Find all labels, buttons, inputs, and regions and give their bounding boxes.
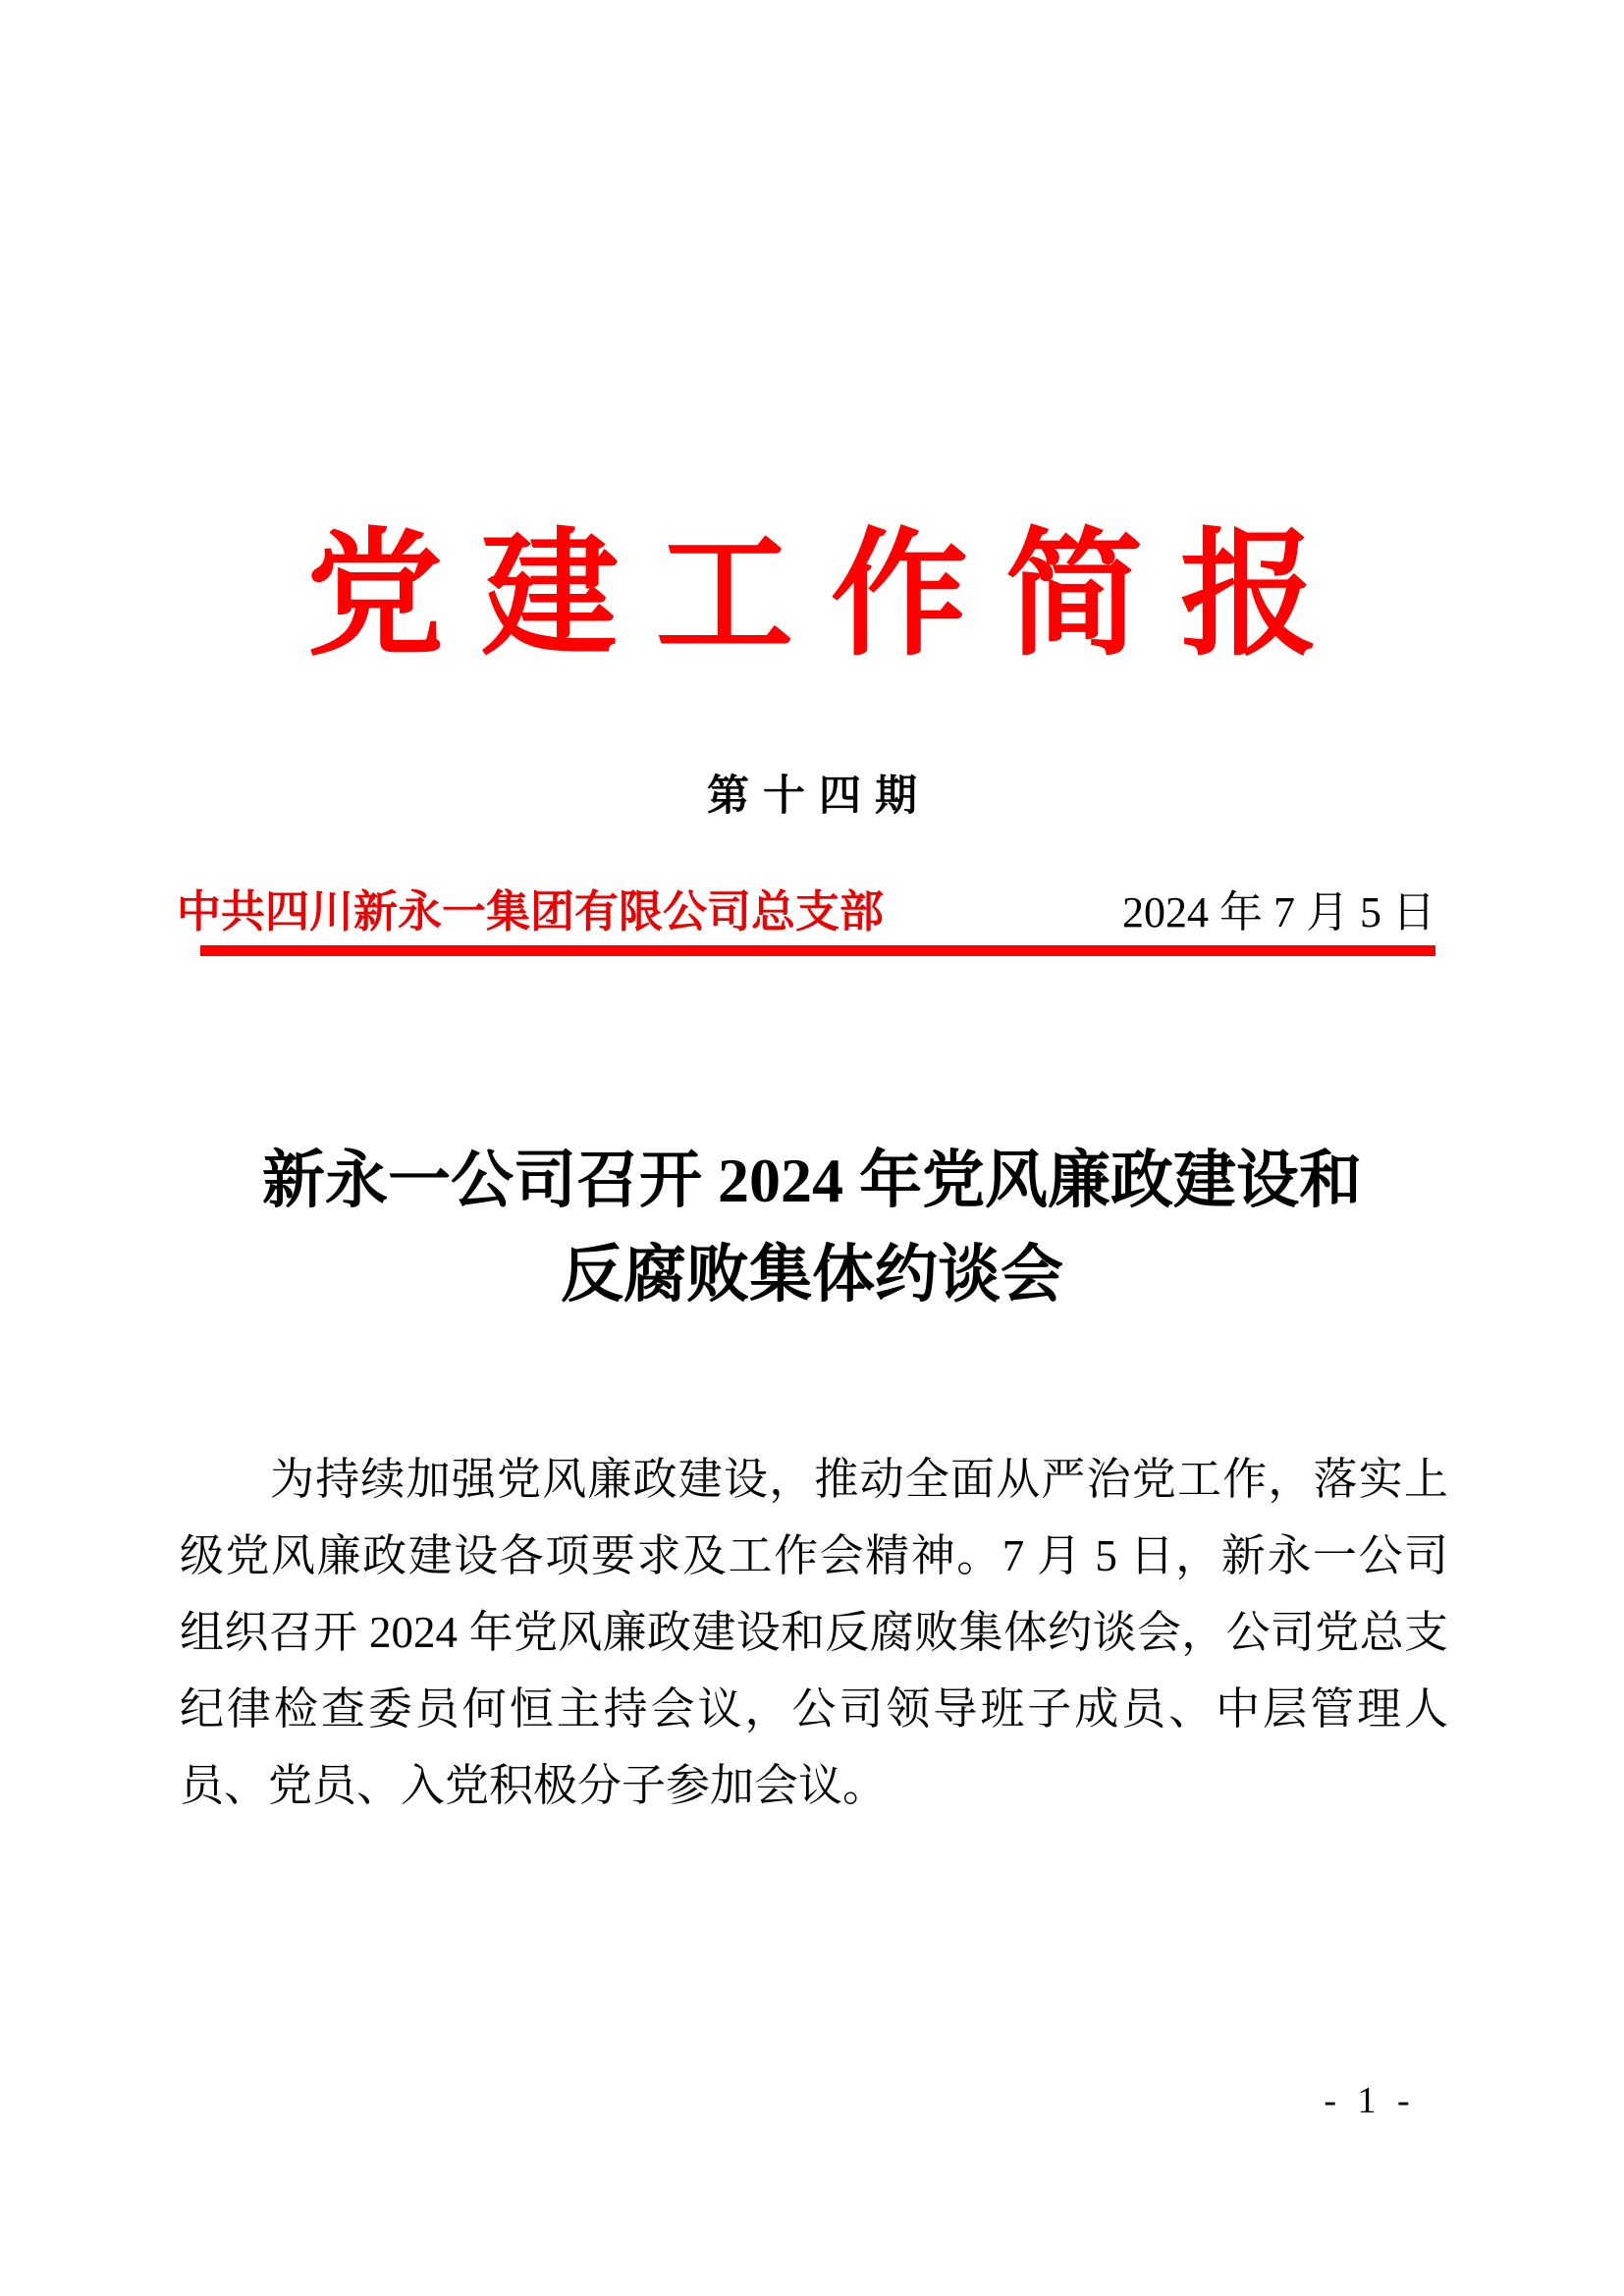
article-body-paragraph: 为持续加强党风廉政建设，推动全面从严治党工作，落实上级党风廉政建设各项要求及工作会精神。7 月 5 日，新永一公司组织召开 2024 年党风廉政建设和反腐败集体约谈会，公司党总支纪律检查委员何恒主持会议，公司领导班子成员、中层管理人员、党员、入党积极分子参加会议。 <box>180 1455 1448 1810</box>
page-number: - 1 - <box>1324 2080 1416 2121</box>
issuing-organization: 中共四川新永一集团有限公司总支部 <box>177 887 885 936</box>
article-headline-line1: 新永一公司召开 2024 年党风廉政建设和 <box>262 1146 1362 1215</box>
masthead-divider-rule <box>200 945 1435 956</box>
issue-number: 第十四期 <box>707 774 931 820</box>
bulletin-title: 党建工作简报 <box>305 520 1355 672</box>
masthead-info-row <box>177 883 1435 941</box>
article-headline-line2: 反腐败集体约谈会 <box>561 1240 1063 1309</box>
article-headline <box>0 1134 1624 1322</box>
issue-date: 2024 年 7 月 5 日 <box>1122 888 1435 936</box>
